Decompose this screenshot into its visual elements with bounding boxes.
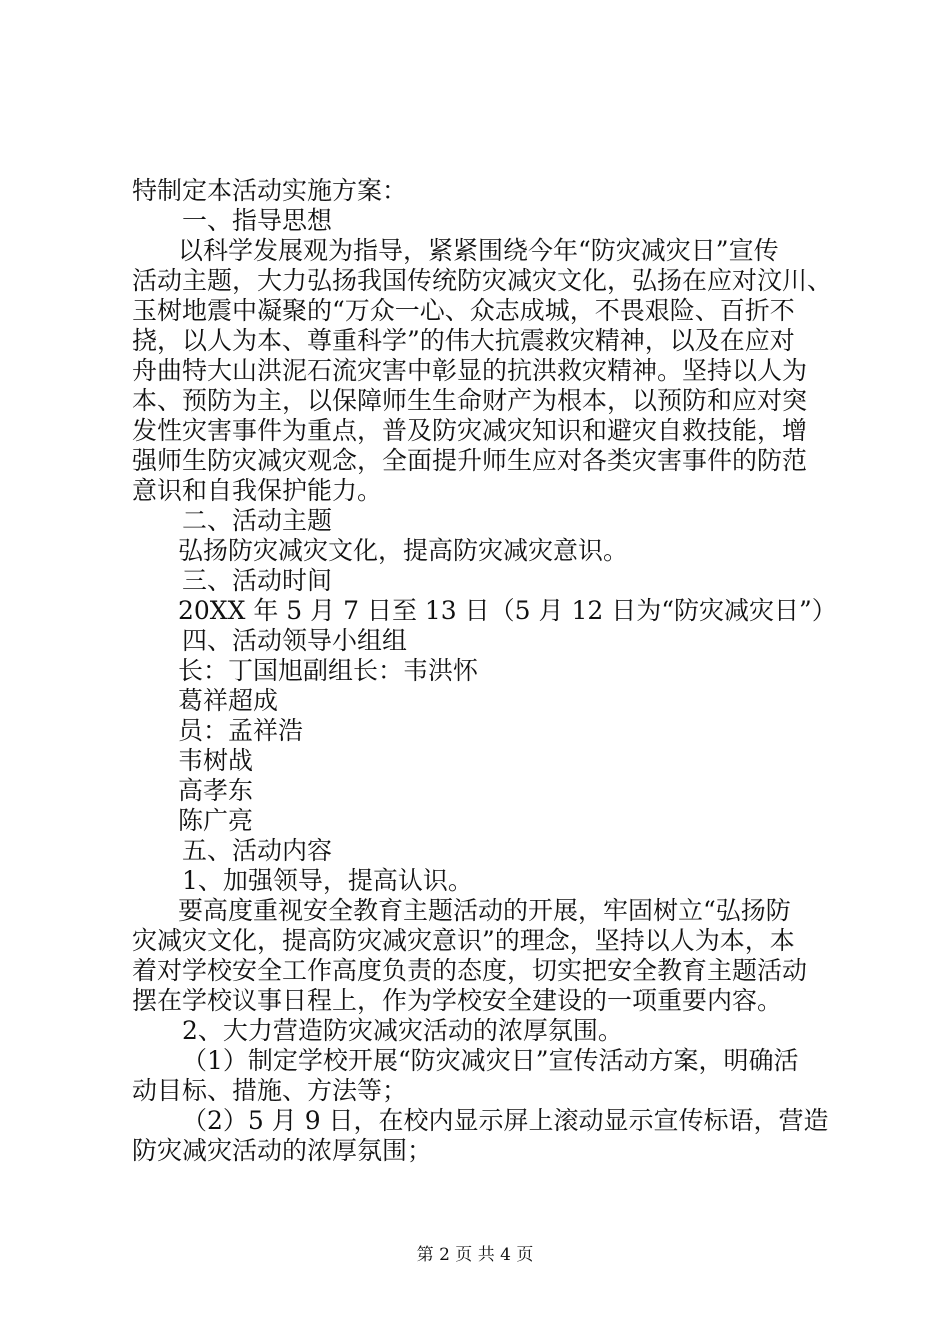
text-line: 葛祥超成	[178, 686, 279, 715]
text-line: 一、指导思想	[182, 206, 333, 235]
text-line: 发性灾害事件为重点，普及防灾减灾知识和避灾自救技能，增	[132, 416, 808, 445]
text-line: 意识和自我保护能力。	[132, 476, 383, 505]
text-line: 陈广亮	[178, 806, 254, 835]
text-line: 2、大力营造防灾减灾活动的浓厚氛围。	[182, 1016, 623, 1045]
page-footer	[0, 1244, 950, 1266]
text-line: 舟曲特大山洪泥石流灾害中彰显的抗洪救灾精神。坚持以人为	[132, 356, 808, 385]
text-line: 长：丁国旭副组长：韦洪怀	[178, 656, 479, 685]
text-line: 韦树战	[178, 746, 254, 775]
text-line: 五、活动内容	[182, 836, 333, 865]
text-line: 1、加强领导，提高认识。	[182, 866, 473, 895]
text-line: 防灾减灾活动的浓厚氛围；	[132, 1136, 433, 1165]
text-line: 20XX 年 5 月 7 日至 13 日（5 月 12 日为“防灾减灾日”）	[178, 596, 837, 625]
text-line: 员：孟祥浩	[178, 716, 304, 745]
text-line: 四、活动领导小组组	[182, 626, 408, 655]
text-line: 着对学校安全工作高度负责的态度，切实把安全教育主题活动	[132, 956, 808, 985]
text-line: 以科学发展观为指导，紧紧围绕今年“防灾减灾日”宣传	[178, 236, 779, 265]
text-line: 摆在学校议事日程上，作为学校安全建设的一项重要内容。	[132, 986, 783, 1015]
text-line: 动目标、措施、方法等；	[132, 1076, 408, 1105]
text-line: 弘扬防灾减灾文化，提高防灾减灾意识。	[178, 536, 629, 565]
text-line: 灾减灾文化，提高防灾减灾意识”的理念，坚持以人为本，本	[132, 926, 795, 955]
page-number-label: 第 2 页 共 4 页	[416, 1245, 534, 1265]
text-line: 强师生防灾减灾观念，全面提升师生应对各类灾害事件的防范	[132, 446, 808, 475]
text-line: 本、预防为主，以保障师生生命财产为根本，以预防和应对突	[132, 386, 808, 415]
text-line: 挠，以人为本、尊重科学”的伟大抗震救灾精神，以及在应对	[132, 326, 795, 355]
text-line: （2）5 月 9 日，在校内显示屏上滚动显示宣传标语，营造	[182, 1106, 829, 1135]
text-line: 二、活动主题	[182, 506, 333, 535]
text-line: （1）制定学校开展“防灾减灾日”宣传活动方案，明确活	[182, 1046, 799, 1075]
text-line: 玉树地震中凝聚的“万众一心、众志成城，不畏艰险、百折不	[132, 296, 795, 325]
text-line: 要高度重视安全教育主题活动的开展，牢固树立“弘扬防	[178, 896, 791, 925]
text-line: 高孝东	[178, 776, 254, 805]
text-line: 特制定本活动实施方案：	[132, 176, 408, 205]
text-line: 活动主题，大力弘扬我国传统防灾减灾文化，弘扬在应对汶川、	[132, 266, 833, 295]
document-body	[132, 176, 837, 1166]
text-line: 三、活动时间	[182, 566, 333, 595]
